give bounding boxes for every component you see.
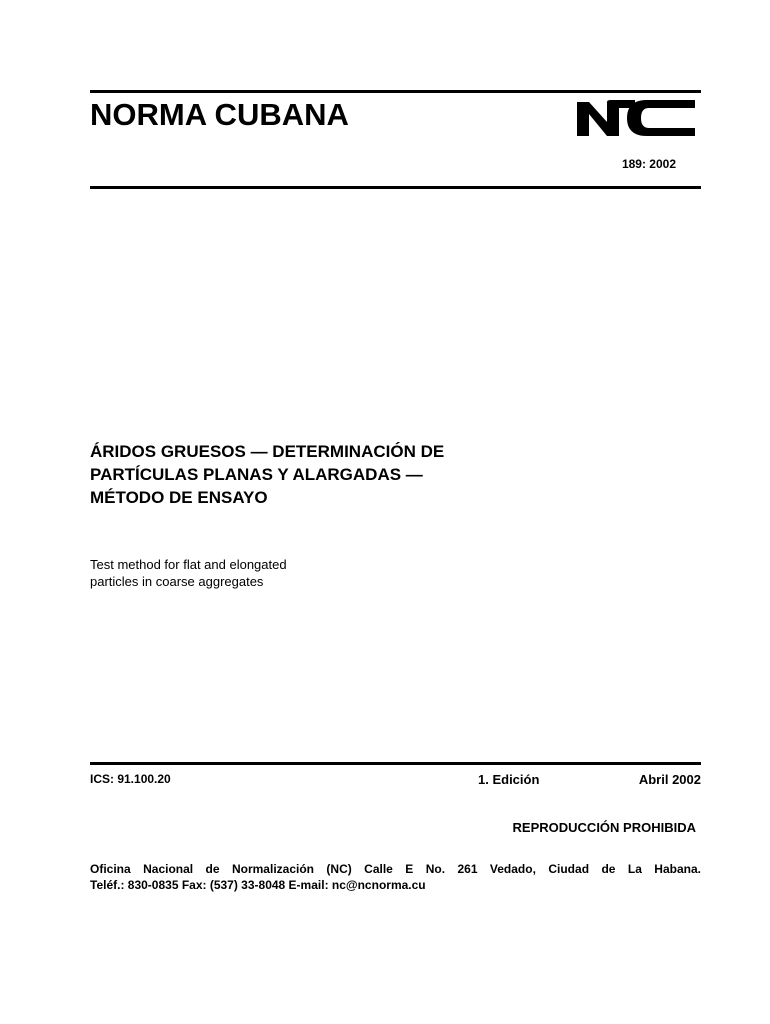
document-title-line: MÉTODO DE ENSAYO [90, 488, 268, 507]
nc-logo [577, 100, 695, 136]
document-title [90, 440, 570, 509]
office-address: Oficina Nacional de Normalización (NC) Calle E No. 261 Vedado, Ciudad de La Habana. [90, 862, 701, 876]
document-title-line: ÁRIDOS GRUESOS — DETERMINACIÓN DE [90, 442, 445, 461]
standard-number: 189: 2002 [621, 157, 676, 171]
document-title-line: PARTÍCULAS PLANAS Y ALARGADAS — [90, 465, 423, 484]
reproduction-notice: REPRODUCCIÓN PROHIBIDA [512, 820, 696, 835]
header-bottom-rule [90, 186, 701, 189]
english-subtitle [90, 556, 390, 590]
subtitle-line: particles in coarse aggregates [90, 574, 264, 589]
top-rule [90, 90, 701, 93]
office-contact: Teléf.: 830-0835 Fax: (537) 33-8048 E-mail: nc@ncnorma.cu [90, 878, 426, 892]
subtitle-line: Test method for flat and elongated [90, 557, 287, 572]
ics-code: ICS: 91.100.20 [90, 772, 171, 786]
publication-date: Abril 2002 [638, 772, 701, 787]
office-info [90, 861, 701, 893]
edition-label: 1. Edición [478, 772, 540, 787]
footer-top-rule [90, 762, 701, 765]
page-title: NORMA CUBANA [90, 97, 349, 132]
